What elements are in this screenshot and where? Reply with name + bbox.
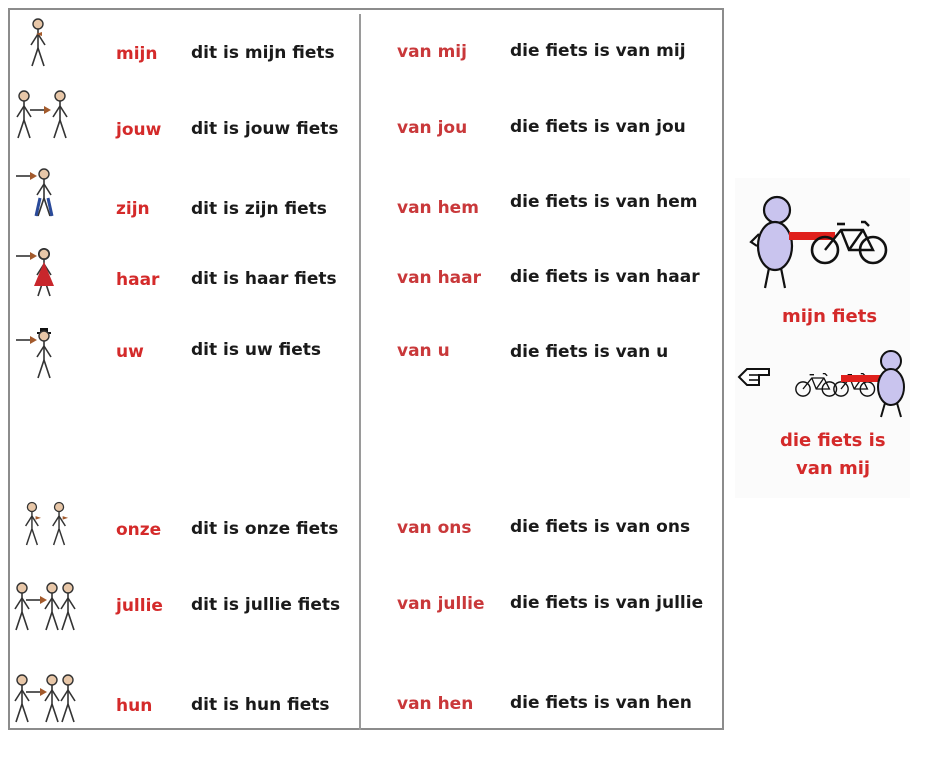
caption-mijn-fiets: mijn fiets: [782, 306, 878, 327]
point-to-you-icon: [12, 88, 88, 144]
caption-van-mij: van mij: [796, 458, 871, 479]
van-phrase: van hem: [397, 198, 479, 218]
van-sentence: die fiets is van ons: [510, 517, 691, 537]
two-people-self-icon: [12, 498, 88, 554]
van-sentence: die fiets is van hen: [510, 693, 692, 713]
van-sentence: die fiets is van mij: [510, 41, 686, 61]
pronoun-label: jullie: [116, 596, 163, 616]
pronoun-label: zijn: [116, 199, 150, 219]
possessive-sentence: dit is uw fiets: [191, 340, 322, 360]
possessive-sentence: dit is zijn fiets: [191, 199, 327, 219]
pronoun-label: jouw: [116, 120, 162, 140]
possessive-sentence: dit is jouw fiets: [191, 119, 339, 139]
van-sentence: die fiets is van u: [510, 342, 669, 362]
point-to-formal-person-icon: [12, 326, 88, 382]
van-phrase: van mij: [397, 42, 467, 62]
pronoun-label: mijn: [116, 44, 158, 64]
van-sentence: die fiets is van jullie: [510, 593, 704, 613]
van-phrase: van haar: [397, 268, 482, 288]
pronoun-label: haar: [116, 270, 160, 290]
van-phrase: van jullie: [397, 594, 485, 614]
point-to-man-icon: [12, 166, 88, 222]
point-to-bike-owner-icon: [735, 345, 915, 420]
self-point-icon: [12, 14, 88, 70]
pronoun-label: onze: [116, 520, 162, 540]
possessive-sentence: dit is mijn fiets: [191, 43, 335, 63]
point-to-woman-icon: [12, 246, 88, 302]
possessive-sentence: dit is hun fiets: [191, 695, 330, 715]
van-sentence: die fiets is van jou: [510, 117, 686, 137]
point-to-group-icon: [12, 580, 88, 636]
column-divider: [359, 14, 361, 730]
possessive-sentence: dit is haar fiets: [191, 269, 337, 289]
point-to-them-icon: [12, 672, 88, 728]
van-phrase: van u: [397, 341, 450, 361]
pronoun-label: hun: [116, 696, 153, 716]
caption-die-fiets-is: die fiets is: [780, 430, 886, 451]
possessive-sentence: dit is jullie fiets: [191, 595, 341, 615]
van-phrase: van ons: [397, 518, 472, 538]
van-sentence: die fiets is van hem: [510, 192, 698, 212]
van-sentence: die fiets is van haar: [510, 267, 700, 287]
pronoun-label: uw: [116, 342, 144, 362]
van-phrase: van hen: [397, 694, 474, 714]
possessive-sentence: dit is onze fiets: [191, 519, 339, 539]
person-with-bike-icon: [745, 190, 905, 290]
van-phrase: van jou: [397, 118, 468, 138]
